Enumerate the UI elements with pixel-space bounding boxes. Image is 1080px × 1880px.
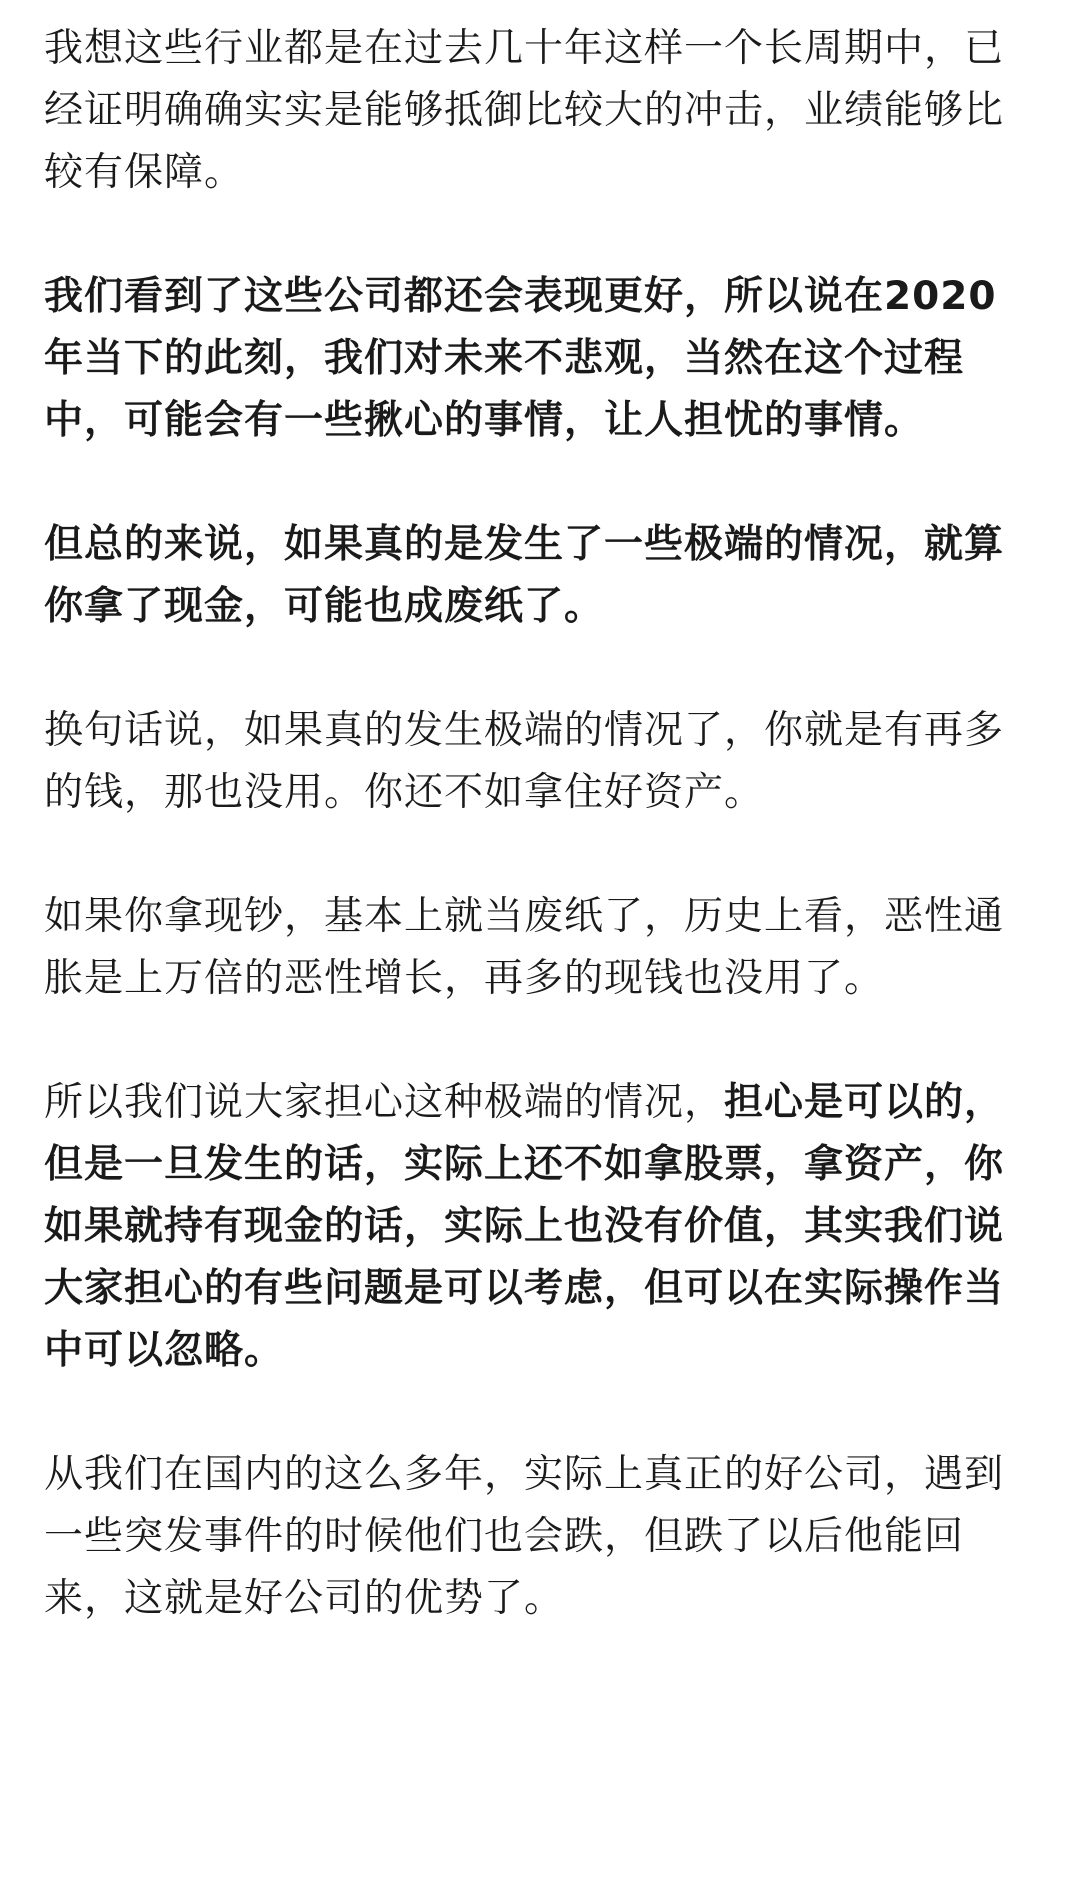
paragraph-5-text: 如果你拿现钞，基本上就当废纸了，历史上看，恶性通胀是上万倍的恶性增长，再多的现钱也没用了。 <box>44 894 1005 1001</box>
paragraph-5 <box>44 886 1036 1010</box>
paragraph-3-text: 但总的来说，如果真的是发生了一些极端的情况，就算你拿了现金，可能也成废纸了。 <box>44 522 1005 629</box>
paragraph-2-text: 我们看到了这些公司都还会表现更好，所以说在2020年当下的此刻，我们对未来不悲观，当然在这个过程中，可能会有一些揪心的事情，让人担忧的事情。 <box>44 274 997 443</box>
paragraph-2 <box>44 266 1036 452</box>
paragraph-6 <box>44 1072 1036 1382</box>
paragraph-4-text: 换句话说，如果真的发生极端的情况了，你就是有再多的钱，那也没用。你还不如拿住好资产。 <box>44 708 1005 815</box>
paragraph-3 <box>44 514 1036 638</box>
paragraph-7 <box>44 1444 1036 1630</box>
paragraph-1 <box>44 18 1036 204</box>
paragraph-6-text-regular: 所以我们说大家担心这种极端的情况， <box>44 1080 725 1125</box>
paragraph-6-text-bold: 担心是可以的，但是一旦发生的话，实际上还不如拿股票，拿资产，你如果就持有现金的话，实际上也没有价值，其实我们说大家担心的有些问题是可以考虑，但可以在实际操作当中可以忽略。 <box>44 1080 1005 1373</box>
paragraph-4 <box>44 700 1036 824</box>
paragraph-1-text: 我想这些行业都是在过去几十年这样一个长周期中，已经证明确确实实是能够抵御比较大的冲击，业绩能够比较有保障。 <box>44 26 1005 195</box>
paragraph-7-text: 从我们在国内的这么多年，实际上真正的好公司，遇到一些突发事件的时候他们也会跌，但跌了以后他能回来，这就是好公司的优势了。 <box>44 1452 1005 1621</box>
